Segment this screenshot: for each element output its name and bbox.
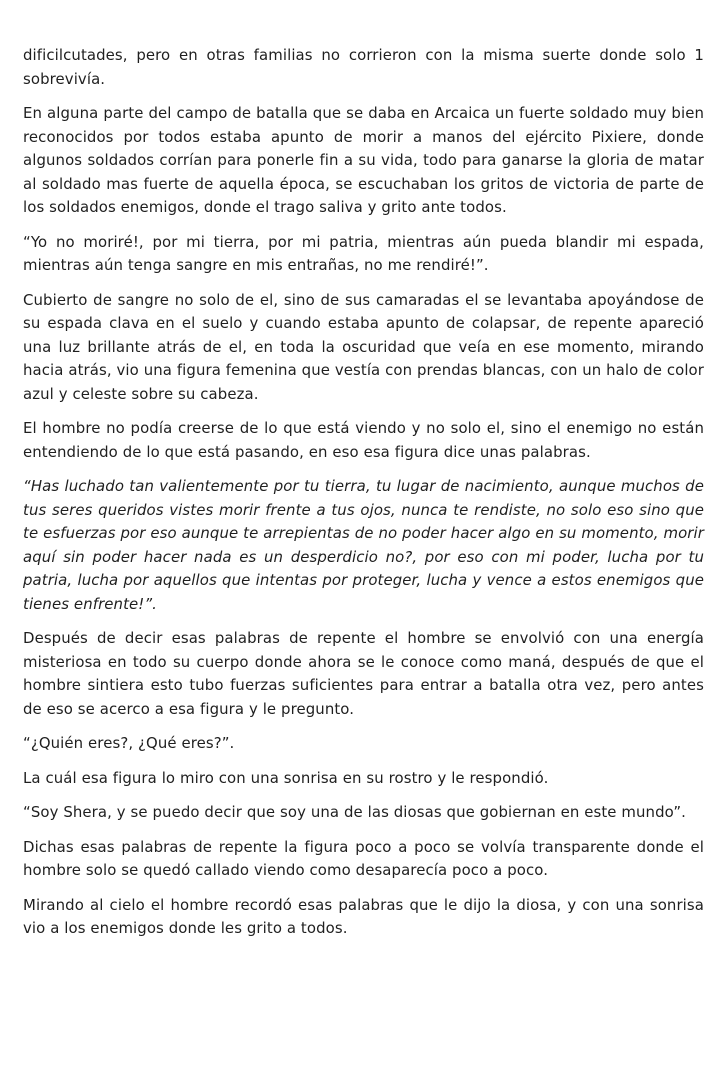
paragraph-5: El hombre no podía creerse de lo que está viendo y no solo el, sino el enemigo no están entendiendo de lo que está pasando, en eso esa figura dice unas palabras. — [23, 419, 704, 461]
paragraph-1: dificilcutades, pero en otras familias no corrieron con la misma suerte donde solo 1 sobrevivía. — [23, 46, 704, 88]
paragraph-8: “¿Quién eres?, ¿Qué eres?”. — [23, 734, 235, 752]
paragraph-7: Después de decir esas palabras de repente el hombre se envolvió con una energía misteriosa en todo su cuerpo donde ahora se le conoce como maná, después de que el hombre sintiera esto tubo fuerzas suficientes para entrar a batalla otra vez, pero antes de eso se acerco a esa figura y le pregunto. — [23, 629, 704, 718]
paragraph-6-goddess-speech: “Has luchado tan valientemente por tu tierra, tu lugar de nacimiento, aunque muchos de tus seres queridos vistes morir frente a tus ojos, nunca te rendiste, no solo eso sino que te esfuerzas por eso aunque te arrepientas de no poder hacer algo en su momento, morir aquí sin poder hacer nada es un desperdicio no?, por eso con mi poder, lucha por tu patria, lucha por aquellos que intentas por proteger, lucha y vence a estos enemigos que tienes enfrente!”. — [23, 477, 704, 613]
paragraph-9: La cuál esa figura lo miro con una sonrisa en su rostro y le respondió. — [23, 768, 549, 787]
paragraph-12: Mirando al cielo el hombre recordó esas palabras que le dijo la diosa, y con una sonrisa vio a los enemigos donde les grito a todos. — [23, 895, 704, 937]
paragraph-2: En alguna parte del campo de batalla que se daba en Arcaica un fuerte soldado muy bien reconocidos por todos estaba apunto de morir a manos del ejército Pixiere, donde algunos soldados corrían para ponerle fin a su vida, todo para ganarse la gloria de matar al soldado mas fuerte de aquella época, se escuchaban los gritos de victoria de parte de los soldados enemigos, donde el trago saliva y grito ante todos. — [23, 104, 704, 216]
paragraph-4: Cubierto de sangre no solo de el, sino de sus camaradas el se levantaba apoyándose de su espada clava en el suelo y cuando estaba apunto de colapsar, de repente apareció una luz brillante atrás de el, en toda la oscuridad que veía en ese momento, mirando hacia atrás, vio una figura femenina que vestía con prendas blancas, con un halo de color azul y celeste sobre su cabeza. — [23, 290, 704, 403]
paragraph-3: “Yo no moriré!, por mi tierra, por mi patria, mientras aún pueda blandir mi espada, mientras aún tenga sangre en mis entrañas, no me rendiré!”. — [23, 232, 704, 274]
paragraph-11: Dichas esas palabras de repente la figura poco a poco se volvía transparente donde el hombre solo se quedó callado viendo como desaparecía poco a poco. — [23, 837, 704, 879]
paragraph-10: “Soy Shera, y se puedo decir que soy una de las diosas que gobiernan en este mundo”. — [23, 803, 686, 821]
